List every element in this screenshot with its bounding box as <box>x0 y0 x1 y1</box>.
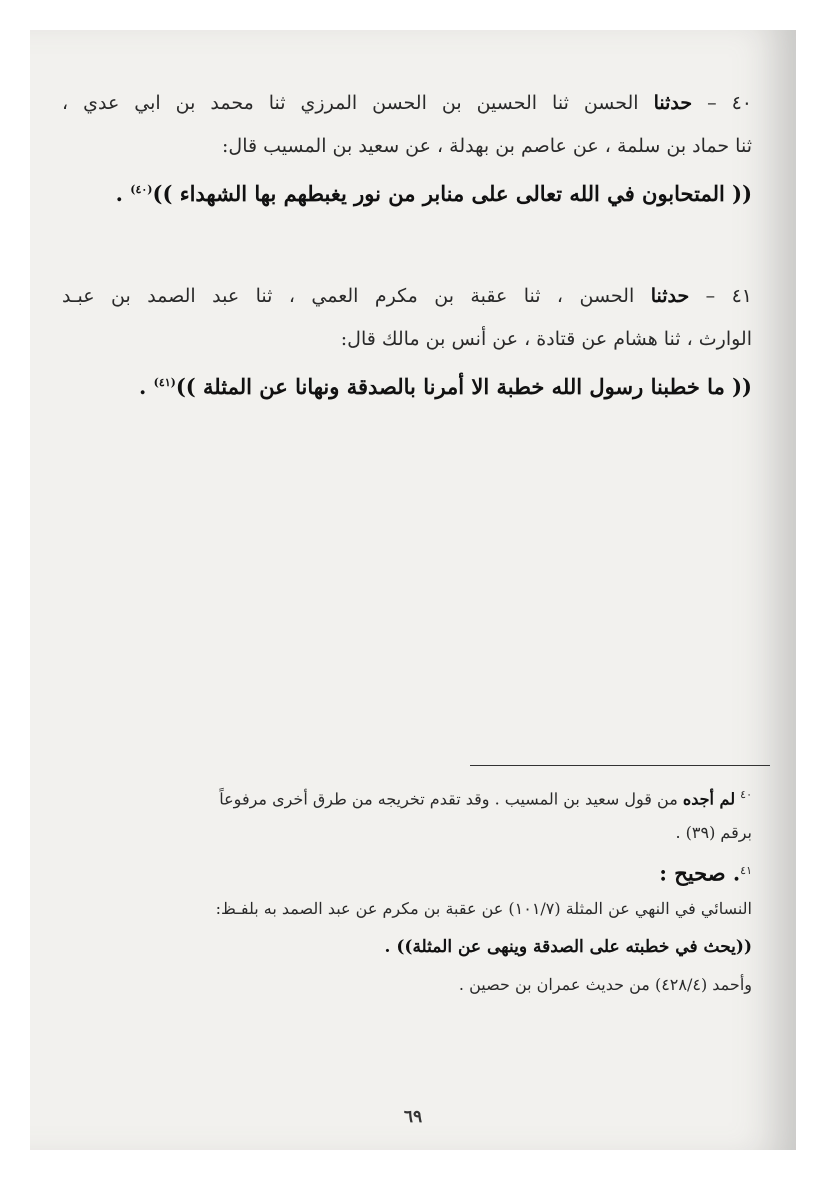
hadith-41-text-1: الحسن ، ثنا عقبة بن مكرم العمي ، ثنا عبد الصمد بن عبـد <box>62 285 635 307</box>
hadith-40-ref: (٤٠) <box>130 183 153 196</box>
footnote-separator <box>470 765 770 766</box>
page-number: ٦٩ <box>403 1107 423 1127</box>
hadith-40 <box>62 82 752 211</box>
hadith-41-line-2: الوارث ، ثنا هشام عن قتادة ، عن أنس بن مالك قال: <box>340 328 752 350</box>
footnote-40-line-2: برقم (٣٩) . <box>675 823 752 842</box>
hadith-41-ref: (٤١) <box>153 376 176 389</box>
hadith-40-quote-line <box>62 168 752 211</box>
footnote-41-line-3: وأحمد (٤٢٨/٤) من حديث عمران بن حصين . <box>458 975 752 994</box>
hadith-41-keyword: حدثنا <box>650 285 690 307</box>
hadith-40-number: ٤٠ – <box>707 92 752 114</box>
hadith-40-quote: (( المتحابون في الله تعالى على منابر من نور يغبطهم بها الشهداء )) <box>152 181 752 206</box>
footnote-41-marker: ٤١ <box>740 864 752 877</box>
hadith-41-quote: (( ما خطبنا رسول الله خطبة الا أمرنا بالصدقة ونهانا عن المثلة )) <box>175 374 752 399</box>
footnote-41-heading: . صحيح : <box>659 860 741 886</box>
hadith-40-end: . <box>115 181 123 206</box>
footnotes <box>22 776 752 1004</box>
hadith-40-keyword: حدثنا <box>653 92 693 114</box>
hadith-40-line-2: ثنا حماد بن سلمة ، عن عاصم بن بهدلة ، عن سعيد بن المسيب قال: <box>221 135 752 157</box>
footnote-41-quote: ((يحث في خطبته على الصدقة وينهى عن المثلة)) . <box>384 937 752 957</box>
hadith-40-line-1 <box>62 82 752 125</box>
hadith-41-number: ٤١ – <box>705 285 752 307</box>
footnote-40-line-1 <box>22 776 752 814</box>
hadith-41-end: . <box>138 374 147 399</box>
hadith-40-text-1: الحسن ثنا الحسين بن الحسن المرزي ثنا محمد بن ابي عدي ، <box>62 92 639 114</box>
hadith-41-quote-line <box>62 361 752 404</box>
hadith-41-line-1 <box>62 275 752 318</box>
footnote-40-bold: لم أجده <box>682 789 736 809</box>
book-page <box>30 30 796 1150</box>
footnote-40-marker: ٤٠ <box>740 788 752 801</box>
hadith-41 <box>62 275 752 404</box>
footnote-41-heading-line <box>22 852 752 890</box>
footnote-41-line-1: النسائي في النهي عن المثلة (١٠١/٧) عن عقبة بن مكرم عن عبد الصمد به بلفـظ: <box>215 899 752 918</box>
footnote-40-text: من قول سعيد بن المسيب . وقد تقدم تخريجه من طرق أخرى مرفوعاً <box>219 789 678 809</box>
